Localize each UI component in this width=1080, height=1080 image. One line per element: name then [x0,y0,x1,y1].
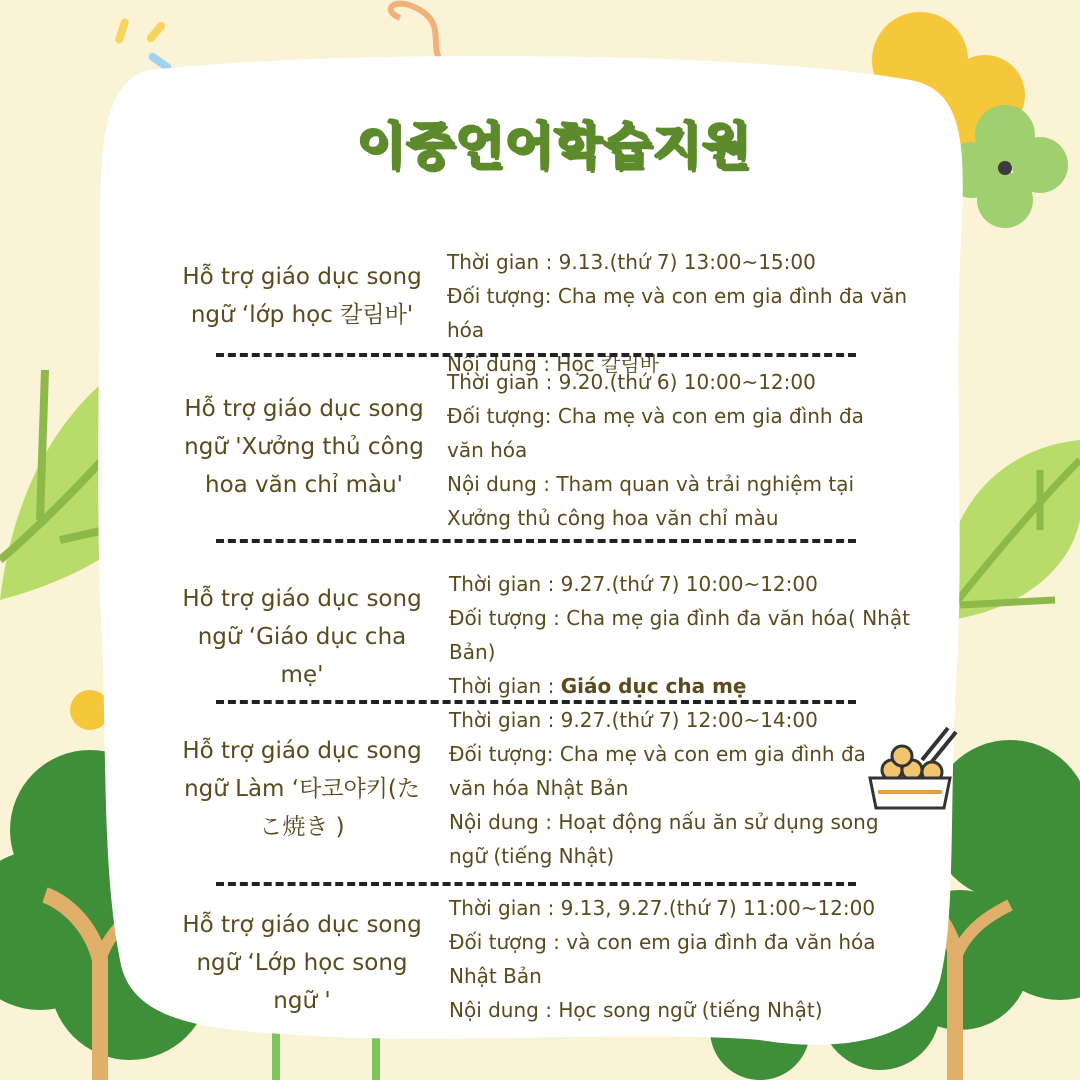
content-text: Học song ngữ (tiếng Nhật) [558,998,823,1022]
program-time: Thời gian : 9.27.(thứ 7) 12:00~14:00 [449,708,818,732]
content-text: Tham quan và trải nghiệm tại Xưởng thủ công hoa văn chỉ màu [447,472,855,530]
program-time: Thời gian : 9.13, 9.27.(thứ 7) 11:00~12:00 [449,896,876,920]
content-text: Giáo dục cha mẹ [560,674,747,698]
program-content [449,993,949,1027]
program-time: Thời gian : 9.20.(thứ 6) 10:00~12:00 [447,370,816,394]
program-name: Hỗ trợ giáo dục song ngữ ‘lớp học 칼림바' [182,264,422,328]
program-name: Hỗ trợ giáo dục song ngữ ‘Giáo dục cha mẹ' [182,586,422,688]
dashed-divider [216,882,856,886]
page-title: 이중언어학습지원 [356,117,752,175]
program-details [449,567,949,703]
content-label: Nội dung : [449,998,559,1022]
content-label: Nội dung : [447,472,557,496]
program-details [447,365,947,535]
program-target: Đối tượng: Cha mẹ và con em gia đình đa văn hóa Nhật Bản [449,742,866,800]
program-target: Đối tượng: Cha mẹ và con em gia đình đa văn hóa [447,404,864,462]
program-target: Đối tượng : Cha mẹ gia đình đa văn hóa( Nhật Bản) [449,606,910,664]
dashed-divider [216,353,856,357]
content-label: Nội dung : [447,352,557,376]
program-content [447,467,917,535]
content-text: Học 칼림바 [556,352,659,376]
program-time: Thời gian : 9.27.(thứ 7) 10:00~12:00 [449,572,818,596]
program-content [449,805,919,873]
content-text: Hoạt động nấu ăn sử dụng song ngữ (tiếng Nhật) [449,810,879,868]
program-details [449,891,949,1027]
program-details [449,703,949,873]
program-time: Thời gian : 9.13.(thứ 7) 13:00~15:00 [447,250,816,274]
program-name: Hỗ trợ giáo dục song ngữ Làm ‘타코야키(たこ焼き ) [182,738,422,840]
program-content [449,669,949,703]
program-details [447,245,947,381]
content-label: Thời gian : [449,674,561,698]
program-name: Hỗ trợ giáo dục song ngữ ‘Lớp học song ngữ ' [182,912,422,1014]
program-target: Đối tượng: Cha mẹ và con em gia đình đa văn hóa [447,284,908,342]
program-name: Hỗ trợ giáo dục song ngữ 'Xưởng thủ công hoa văn chỉ màu' [184,396,424,498]
content-label: Nội dung : [449,810,559,834]
dashed-divider [216,539,856,543]
program-target: Đối tượng : và con em gia đình đa văn hóa Nhật Bản [449,930,876,988]
